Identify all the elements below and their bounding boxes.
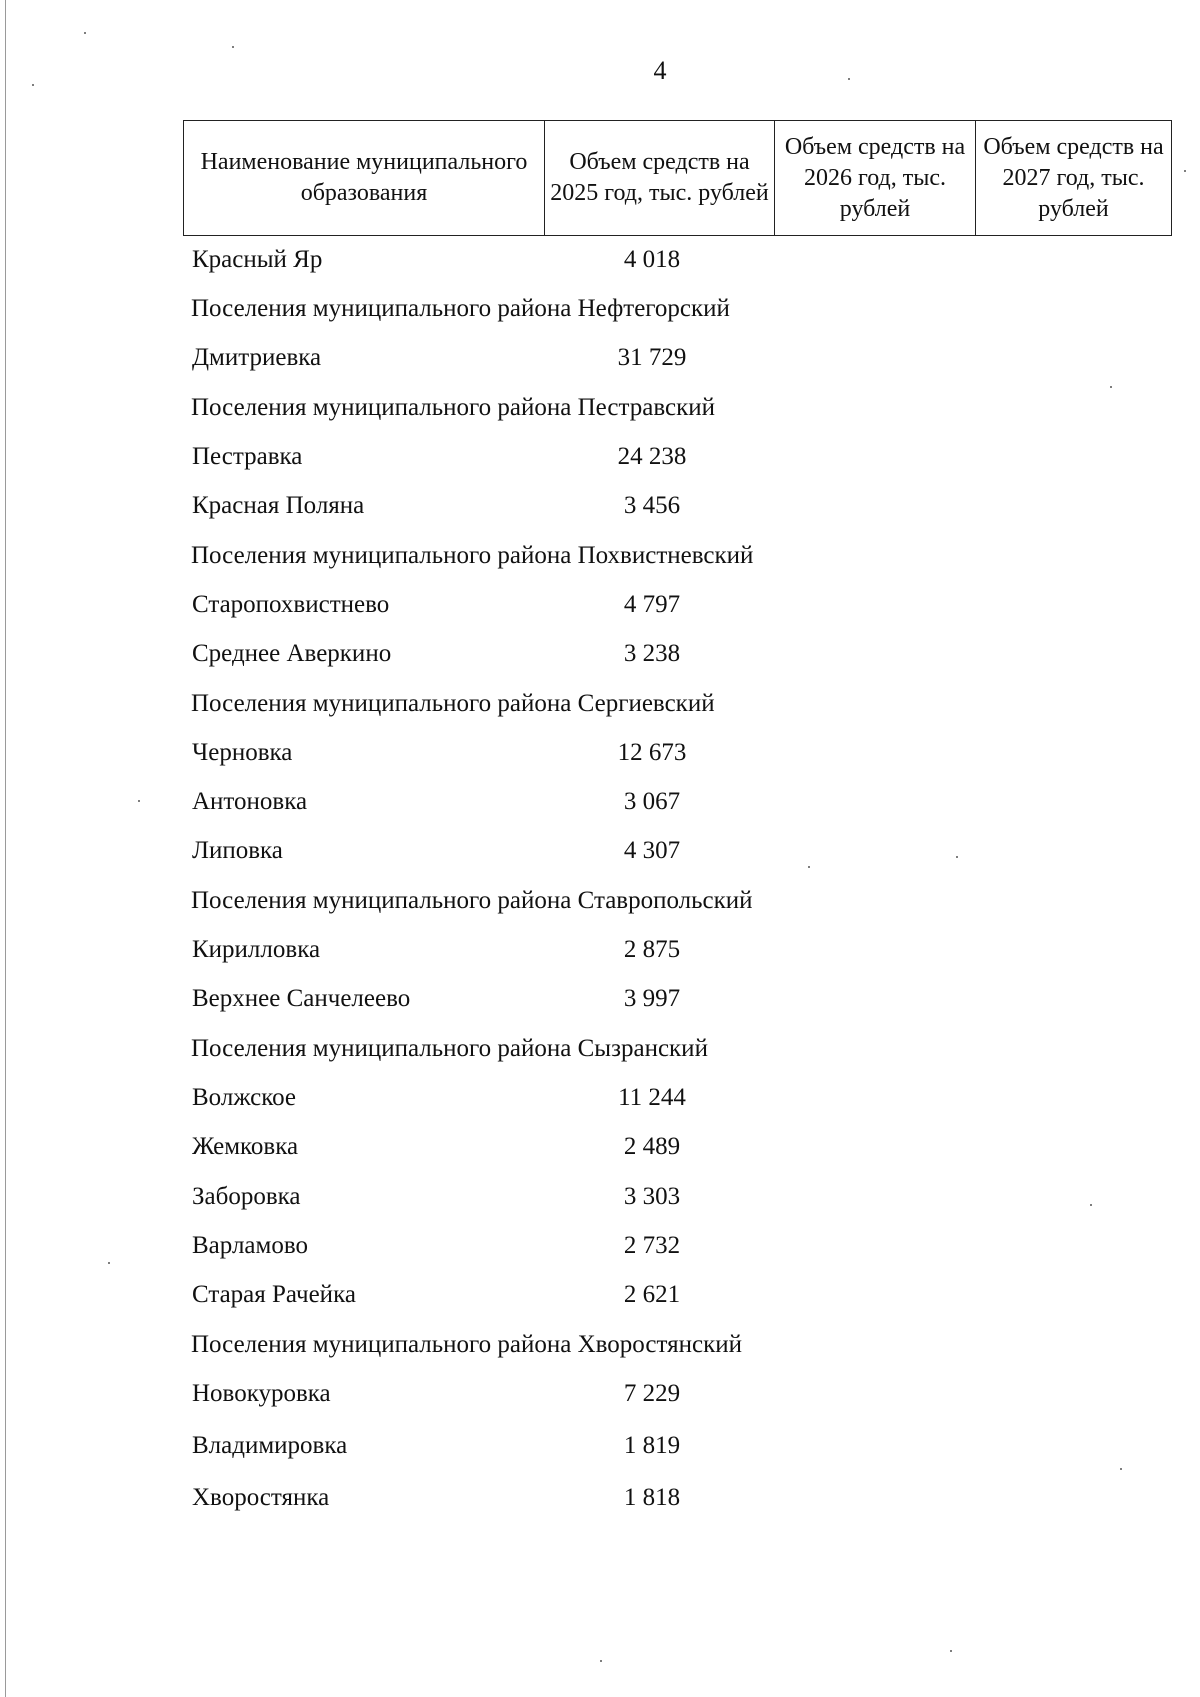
volume-2025-value: 11 244 [618,1084,686,1111]
municipality-name: Красная Поляна [192,492,365,519]
table-row [0,585,1200,625]
header-municipality-name: Наименование муниципального образования [184,121,545,236]
municipality-name: Жемковка [192,1133,299,1160]
table-row [0,1226,1200,1266]
table-row [0,930,1200,970]
district-group-heading [0,684,1200,724]
scan-speck [1184,170,1186,172]
scan-speck [956,856,958,858]
scan-speck [1090,1204,1092,1206]
district-group-label: Поселения муниципального района Пестравский [191,394,715,421]
municipality-name: Варламово [192,1232,308,1259]
district-group-label: Поселения муниципального района Сызранский [191,1035,708,1062]
district-group-heading [0,881,1200,921]
table-row [0,1078,1200,1118]
scan-speck [138,800,140,802]
municipality-name: Новокуровка [192,1380,331,1407]
volume-2025-value: 2 489 [623,1133,681,1160]
municipality-name: Волжское [192,1084,297,1111]
municipality-name: Среднее Аверкино [192,640,392,667]
municipality-name: Старопохвистнево [192,591,390,618]
district-group-heading [0,536,1200,576]
district-group-heading [0,1029,1200,1069]
table-row [0,1426,1200,1466]
volume-2025-value: 7 229 [623,1380,681,1407]
table-row [0,1374,1200,1414]
volume-2025-value: 24 238 [617,443,687,470]
volume-2025-value: 3 997 [623,985,681,1012]
municipality-name: Владимировка [192,1432,348,1459]
page-number: 4 [653,56,667,85]
municipality-name: Черновка [192,739,293,766]
district-group-heading [0,1325,1200,1365]
volume-2025-value: 1 819 [623,1432,681,1459]
district-group-label: Поселения муниципального района Сергиевский [191,690,715,717]
scan-speck [1110,386,1112,388]
table-row [0,634,1200,674]
municipality-name: Хворостянка [192,1484,330,1511]
volume-2025-value: 2 875 [623,936,681,963]
scan-speck [808,866,810,868]
scan-speck [950,1650,952,1652]
district-group-heading [0,388,1200,428]
volume-2025-value: 31 729 [617,344,687,371]
volume-2025-value: 3 067 [623,788,681,815]
volume-2025-value: 4 018 [623,246,681,273]
table-row [0,1177,1200,1217]
scan-speck [1120,1468,1122,1470]
header-volume-2027: Объем средств на 2027 год, тыс. рублей [976,121,1172,236]
district-group-label: Поселения муниципального района Похвистневский [191,542,754,569]
volume-2025-value: 3 303 [623,1183,681,1210]
municipality-name: Дмитриевка [192,344,322,371]
scan-speck [108,1262,110,1264]
volume-2025-value: 2 732 [623,1232,681,1259]
scan-speck [84,32,86,34]
volume-2025-value: 4 307 [623,837,681,864]
volume-2025-value: 2 621 [623,1281,681,1308]
volume-2025-value: 4 797 [623,591,681,618]
volume-2025-value: 3 456 [623,492,681,519]
scan-speck [32,84,34,86]
header-volume-2026: Объем средств на 2026 год, тыс. рублей [775,121,976,236]
scan-speck [600,1660,602,1662]
volume-2025-value: 12 673 [617,739,687,766]
municipality-name: Антоновка [192,788,308,815]
municipality-name: Верхнее Санчелеево [192,985,411,1012]
table-row [0,240,1200,280]
table-row [0,831,1200,871]
table-row [0,338,1200,378]
volume-2025-value: 1 818 [623,1484,681,1511]
scan-speck [232,46,234,48]
table-row [0,782,1200,822]
table-row [0,979,1200,1019]
header-volume-2025: Объем средств на 2025 год, тыс. рублей [545,121,775,236]
table-row [0,1478,1200,1518]
municipality-name: Красный Яр [192,246,323,273]
scan-speck [848,78,850,80]
municipality-name: Заборовка [192,1183,301,1210]
municipality-name: Кирилловка [192,936,321,963]
table-row [0,437,1200,477]
district-group-heading [0,289,1200,329]
volume-2025-value: 3 238 [623,640,681,667]
table-row [0,1275,1200,1315]
municipality-name: Липовка [192,837,283,864]
municipality-name: Пестравка [192,443,303,470]
district-group-label: Поселения муниципального района Ставропольский [191,887,753,914]
table-row [0,1127,1200,1167]
table-row [0,733,1200,773]
district-group-label: Поселения муниципального района Нефтегорский [191,295,730,322]
municipality-name: Старая Рачейка [192,1281,356,1308]
table-row [0,486,1200,526]
district-group-label: Поселения муниципального района Хворостянский [191,1331,743,1358]
